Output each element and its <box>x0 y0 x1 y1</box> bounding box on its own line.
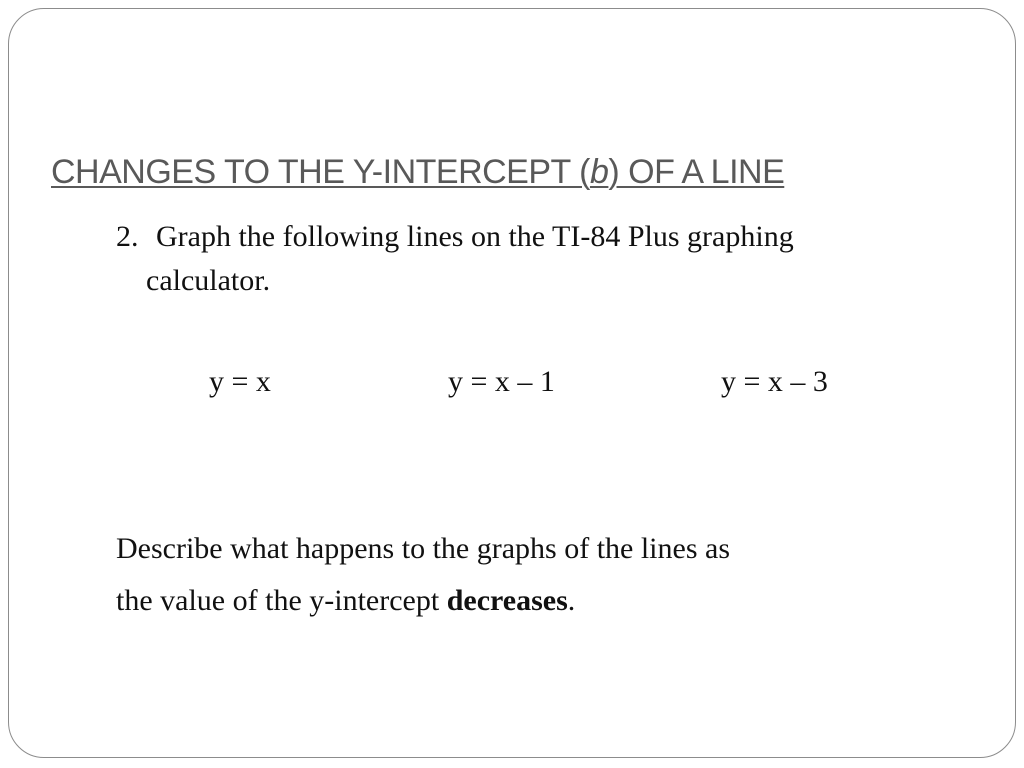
description-bold-word: decreases <box>446 584 568 617</box>
instruction-number: 2. <box>116 220 139 253</box>
instruction-item <box>116 215 876 303</box>
title-text-before: CHANGES TO THE Y-INTERCEPT ( <box>51 153 590 191</box>
description <box>116 523 730 627</box>
instruction-line-1: Graph the following lines on the TI-84 Plus graphing <box>156 220 794 253</box>
title-text-after: ) OF A LINE <box>608 153 785 191</box>
slide <box>8 8 1016 758</box>
equation-1: y = x <box>209 365 271 398</box>
equation-3: y = x – 3 <box>721 365 828 398</box>
equation-2: y = x – 1 <box>448 365 555 398</box>
slide-title <box>51 153 784 192</box>
description-line-1: Describe what happens to the graphs of the lines as <box>116 532 730 565</box>
instruction-line-2: calculator. <box>146 264 271 297</box>
description-line-2-prefix: the value of the y-intercept <box>116 584 447 617</box>
description-line-2-suffix: . <box>567 584 576 617</box>
title-text-italic: b <box>589 153 609 191</box>
